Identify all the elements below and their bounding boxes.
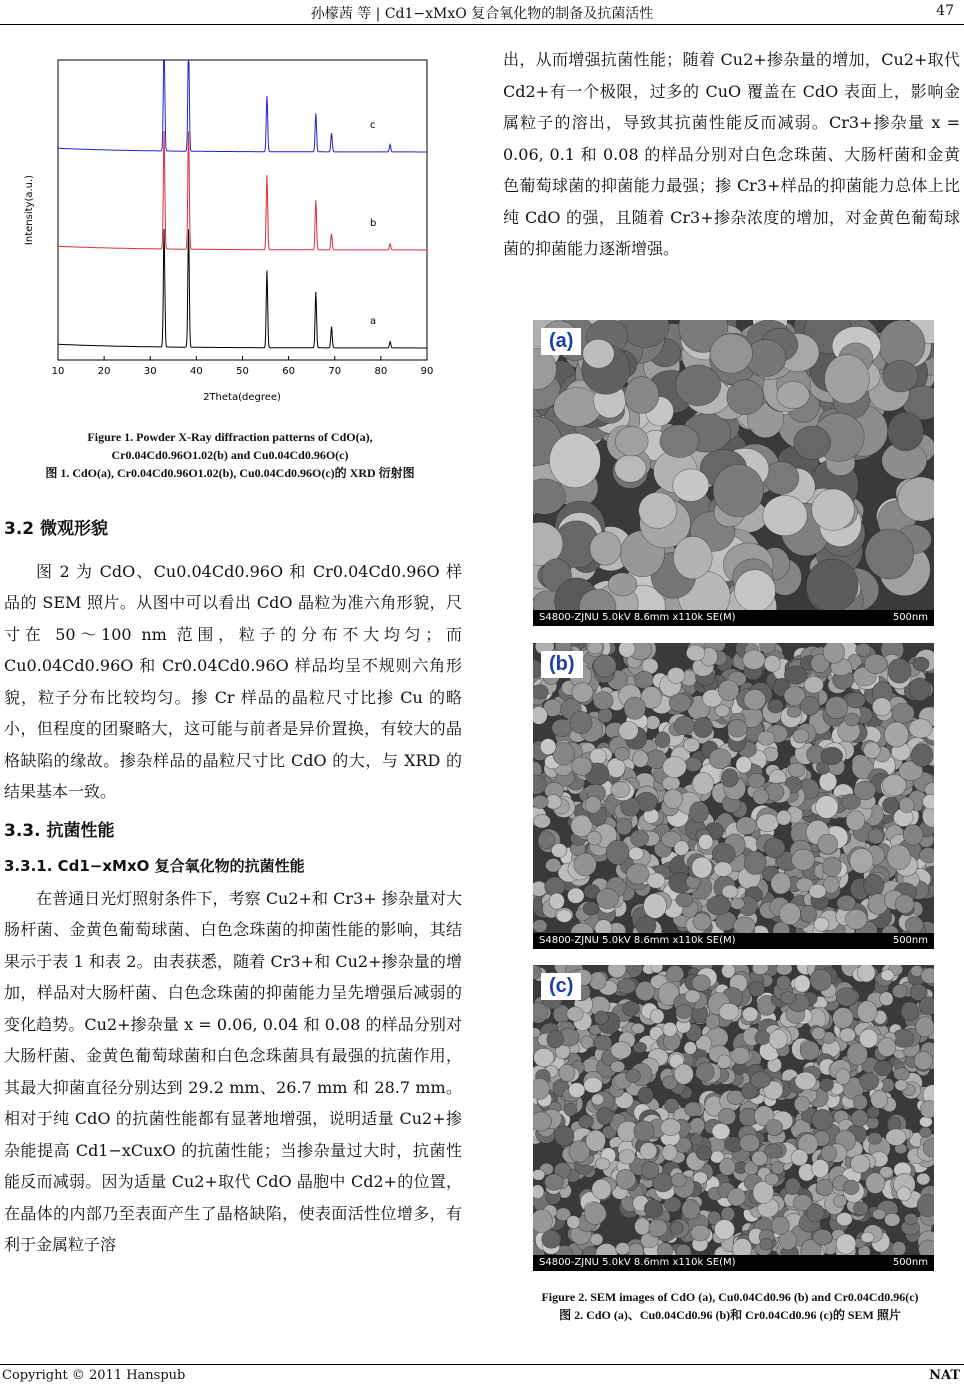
copyright: Copyright © 2011 Hanspub — [2, 1368, 186, 1383]
x-tick-label: 60 — [282, 366, 295, 377]
sem-image-a — [533, 320, 934, 626]
y-axis-label: Intensity(a.u.) — [24, 174, 35, 246]
panel-label: (a) — [541, 328, 581, 355]
scale-bar-label: 500nm — [892, 1257, 928, 1268]
xrd-chart — [10, 55, 450, 415]
x-tick-label: 30 — [143, 366, 157, 377]
running-title: 孙檬茜 等 | Cd1−xMxO 复合氧化物的制备及抗菌活性 — [310, 6, 654, 22]
sem-info: S4800-ZJNU 5.0kV 8.6mm x110k SE(M) — [539, 1257, 736, 1268]
x-tick-label: 70 — [328, 366, 342, 377]
figure1-caption-en-1: Figure 1. Powder X-Ray diffraction patterns of CdO(a), — [87, 430, 373, 444]
sem-info-bar — [533, 1255, 934, 1271]
sem-image-b — [533, 643, 934, 949]
section-3-2-heading: 3.2 微观形貌 — [4, 519, 109, 539]
series-line-a — [58, 229, 427, 348]
section-3-2-paragraph: 图 2 为 CdO、Cu0.04Cd0.96O 和 Cr0.04Cd0.96O 样品的 SEM 照片。从图中可以看出 CdO 晶粒为准六角形貌，尺寸在 50～100 nm 范围，粒子的分布不大均匀；而 Cu0.04Cd0.96O 和 Cr0.04Cd0.96O 样品均呈不规则六角形貌，粒子分布比较均匀。掺 Cr 样品的晶粒尺寸比掺 Cu 的略小，但程度的团聚略大，这可能与前者是异价置换，有较大的晶格缺陷的缘故。掺杂样品的晶粒尺寸比 CdO 的大，与 XRD 的结果基本一致。 — [4, 561, 462, 801]
panel-label: (b) — [541, 651, 583, 678]
series-line-c — [58, 61, 427, 152]
series-label-c: c — [370, 120, 376, 131]
figure1-caption-en-2: Cr0.04Cd0.96O1.02(b) and Cu0.04Cd0.96O(c) — [111, 448, 349, 462]
series-label-a: a — [370, 316, 377, 327]
x-tick-label: 10 — [51, 366, 65, 377]
figure1-caption-cn: 图 1. CdO(a), Cr0.04Cd0.96O1.02(b), Cu0.04Cd0.96O(c)的 XRD 衍射图 — [45, 466, 415, 480]
page-number: 47 — [936, 3, 954, 19]
x-axis-label: 2Theta(degree) — [203, 392, 281, 403]
sem-texture — [533, 965, 934, 1255]
panel-label: (c) — [541, 973, 581, 1000]
sem-info: S4800-ZJNU 5.0kV 8.6mm x110k SE(M) — [539, 935, 736, 946]
plot-frame — [58, 60, 427, 360]
series-label-b: b — [370, 218, 377, 229]
series-line-b — [58, 131, 427, 250]
x-tick-label: 40 — [190, 366, 203, 377]
x-tick-label: 90 — [420, 366, 434, 377]
section-3-3-1-heading: 3.3.1. Cd1−xMxO 复合氧化物的抗菌性能 — [4, 857, 305, 875]
page-footer — [0, 1364, 964, 1387]
left-column — [4, 514, 462, 1261]
right-column — [503, 44, 960, 265]
figure2-caption-en: Figure 2. SEM images of CdO (a), Cu0.04Cd0.96 (b) and Cr0.04Cd0.96(c) — [541, 1290, 919, 1304]
sem-info-bar — [533, 610, 934, 626]
figure2-caption-cn: 图 2. CdO (a)、Cu0.04Cd0.96 (b)和 Cr0.04Cd0.96 (c)的 SEM 照片 — [559, 1308, 901, 1322]
sem-info: S4800-ZJNU 5.0kV 8.6mm x110k SE(M) — [539, 612, 736, 623]
figure1-caption — [10, 428, 450, 482]
x-tick-label: 20 — [97, 366, 111, 377]
sem-texture — [533, 320, 934, 610]
right-paragraph: 出，从而增强抗菌性能；随着 Cu2+掺杂量的增加，Cu2+取代 Cd2+有一个极限，过多的 CuO 覆盖在 CdO 表面上，影响金属粒子的溶出，导致其抗菌性能反而减弱。Cr3+掺杂量 x = 0.06, 0.1 和 0.08 的样品分别对白色念珠菌、大肠杆菌和金黄色葡萄球菌的抑菌能力最强；掺 Cr3+样品的抑菌能力总体上比纯 CdO 的强，且随着 Cr3+掺杂浓度的增加，对金黄色葡萄球菌的抑菌能力逐渐增强。 — [503, 50, 960, 258]
page-header — [0, 0, 964, 25]
sem-info-bar — [533, 933, 934, 949]
section-3-3-heading: 3.3. 抗菌性能 — [4, 820, 115, 841]
sem-texture — [533, 643, 934, 933]
scale-bar-label: 500nm — [892, 612, 928, 623]
figure2-caption — [496, 1288, 964, 1324]
sem-image-c — [533, 965, 934, 1271]
scale-bar-label: 500nm — [892, 935, 928, 946]
x-tick-label: 80 — [374, 366, 388, 377]
x-tick-label: 50 — [236, 366, 249, 377]
journal-abbrev: NAT — [929, 1368, 960, 1383]
section-3-3-1-paragraph: 在普通日光灯照射条件下，考察 Cu2+和 Cr3+ 掺杂量对大肠杆菌、金黄色葡萄球菌、白色念珠菌的抑菌性能的影响，其结果示于表 1 和表 2。由表获悉，随着 Cr3+和 Cu2+掺杂量的增加，样品对大肠杆菌、白色念珠菌的抑菌能力呈先增强后减弱的变化趋势。Cu2+掺杂量 x = 0.06, 0.04 和 0.08 的样品分别对大肠杆菌、金黄色葡萄球菌和白色念珠菌具有最强的抗菌作用，其最大抑菌直径分别达到 29.2 mm、26.7 mm 和 28.7 mm。相对于纯 CdO 的抗菌性能都有显著地增强，说明适量 Cu2+掺杂能提高 Cd1−xCuxO 的抗菌性能；当掺杂量过大时，抗菌性能反而减弱。因为适量 Cu2+取代 CdO 晶胞中 Cd2+的位置，在晶体的内部乃至表面产生了晶格缺陷，使表面活性位增多，有利于金属粒子溶 — [4, 888, 462, 1254]
